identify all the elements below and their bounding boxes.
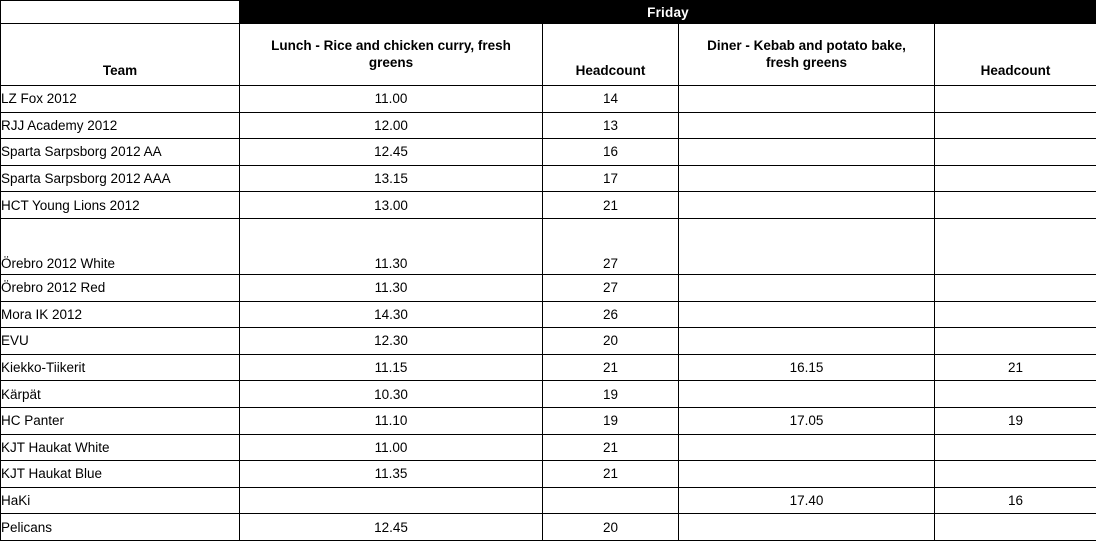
cell-diner-time: 17.40: [679, 487, 935, 514]
cell-diner-headcount: [935, 218, 1096, 274]
cell-lunch-time: 12.45: [240, 514, 543, 541]
cell-diner-time: [679, 274, 935, 301]
cell-lunch-time: 11.35: [240, 461, 543, 488]
cell-lunch-time: 12.30: [240, 328, 543, 355]
cell-team: Pelicans: [1, 514, 240, 541]
column-header-team: Team: [1, 24, 240, 86]
cell-diner-time: 16.15: [679, 354, 935, 381]
cell-lunch-time: 11.30: [240, 274, 543, 301]
cell-team: Örebro 2012 White: [1, 218, 240, 274]
table-row: [1, 407, 1096, 434]
banner-row: [1, 1, 1096, 24]
cell-diner-headcount: 16: [935, 487, 1096, 514]
cell-lunch-time: 12.45: [240, 139, 543, 166]
table-row: [1, 487, 1096, 514]
cell-diner-headcount: [935, 165, 1096, 192]
cell-diner-time: [679, 86, 935, 113]
cell-lunch-headcount: 20: [543, 514, 679, 541]
table-row: [1, 301, 1096, 328]
column-header-lunch: Lunch - Rice and chicken curry, fresh greens: [240, 24, 543, 86]
cell-lunch-headcount: 27: [543, 218, 679, 274]
cell-diner-headcount: [935, 139, 1096, 166]
cell-lunch-headcount: 17: [543, 165, 679, 192]
cell-lunch-time: 14.30: [240, 301, 543, 328]
column-header-headcount-diner: Headcount: [935, 24, 1096, 86]
cell-diner-headcount: [935, 112, 1096, 139]
table-row: [1, 112, 1096, 139]
cell-diner-headcount: 19: [935, 407, 1096, 434]
cell-diner-headcount: [935, 192, 1096, 219]
cell-lunch-headcount: 21: [543, 461, 679, 488]
cell-lunch-headcount: 21: [543, 192, 679, 219]
cell-lunch-headcount: 19: [543, 407, 679, 434]
cell-diner-time: [679, 165, 935, 192]
cell-lunch-headcount: 21: [543, 354, 679, 381]
table-row: [1, 434, 1096, 461]
cell-diner-time: 17.05: [679, 407, 935, 434]
cell-lunch-headcount: 13: [543, 112, 679, 139]
cell-lunch-headcount: 20: [543, 328, 679, 355]
cell-lunch-headcount: 16: [543, 139, 679, 166]
table-row: [1, 274, 1096, 301]
cell-team: Kiekko-Tiikerit: [1, 354, 240, 381]
cell-lunch-headcount: 14: [543, 86, 679, 113]
cell-lunch-time: 11.30: [240, 218, 543, 274]
cell-team: LZ Fox 2012: [1, 86, 240, 113]
cell-diner-time: [679, 139, 935, 166]
cell-lunch-time: 13.00: [240, 192, 543, 219]
table-row: [1, 514, 1096, 541]
cell-diner-time: [679, 381, 935, 408]
cell-team: Örebro 2012 Red: [1, 274, 240, 301]
cell-lunch-time: 11.00: [240, 434, 543, 461]
cell-diner-headcount: [935, 461, 1096, 488]
cell-team: Kärpät: [1, 381, 240, 408]
cell-lunch-headcount: 27: [543, 274, 679, 301]
cell-lunch-time: 11.10: [240, 407, 543, 434]
table-row: [1, 192, 1096, 219]
cell-team: KJT Haukat Blue: [1, 461, 240, 488]
cell-lunch-time: 12.00: [240, 112, 543, 139]
header-row: [1, 24, 1096, 86]
cell-lunch-time: 11.00: [240, 86, 543, 113]
corner-blank-cell: [1, 1, 240, 24]
table-row: [1, 354, 1096, 381]
cell-diner-headcount: [935, 301, 1096, 328]
cell-diner-time: [679, 218, 935, 274]
cell-lunch-time: 13.15: [240, 165, 543, 192]
table-row: [1, 218, 1096, 274]
cell-diner-headcount: [935, 434, 1096, 461]
cell-lunch-time: 10.30: [240, 381, 543, 408]
table-row: [1, 328, 1096, 355]
cell-diner-headcount: [935, 514, 1096, 541]
cell-team: Mora IK 2012: [1, 301, 240, 328]
cell-team: EVU: [1, 328, 240, 355]
cell-diner-headcount: 21: [935, 354, 1096, 381]
cell-lunch-time: [240, 487, 543, 514]
table-row: [1, 139, 1096, 166]
table-row: [1, 381, 1096, 408]
table-row: [1, 461, 1096, 488]
cell-lunch-headcount: [543, 487, 679, 514]
cell-diner-time: [679, 328, 935, 355]
cell-diner-time: [679, 192, 935, 219]
cell-diner-headcount: [935, 86, 1096, 113]
day-banner: Friday: [240, 1, 1096, 24]
cell-diner-time: [679, 514, 935, 541]
cell-diner-time: [679, 461, 935, 488]
column-header-diner: Diner - Kebab and potato bake, fresh greens: [679, 24, 935, 86]
cell-lunch-headcount: 19: [543, 381, 679, 408]
table-row: [1, 165, 1096, 192]
column-header-headcount-lunch: Headcount: [543, 24, 679, 86]
cell-team: HaKi: [1, 487, 240, 514]
cell-diner-time: [679, 112, 935, 139]
cell-lunch-headcount: 21: [543, 434, 679, 461]
table-row: [1, 86, 1096, 113]
cell-team: Sparta Sarpsborg 2012 AAA: [1, 165, 240, 192]
cell-lunch-time: 11.15: [240, 354, 543, 381]
cell-diner-headcount: [935, 328, 1096, 355]
cell-diner-time: [679, 301, 935, 328]
cell-team: KJT Haukat White: [1, 434, 240, 461]
cell-diner-headcount: [935, 381, 1096, 408]
cell-team: Sparta Sarpsborg 2012 AA: [1, 139, 240, 166]
cell-team: RJJ Academy 2012: [1, 112, 240, 139]
cell-lunch-headcount: 26: [543, 301, 679, 328]
cell-diner-time: [679, 434, 935, 461]
cell-team: HCT Young Lions 2012: [1, 192, 240, 219]
cell-diner-headcount: [935, 274, 1096, 301]
cell-team: HC Panter: [1, 407, 240, 434]
